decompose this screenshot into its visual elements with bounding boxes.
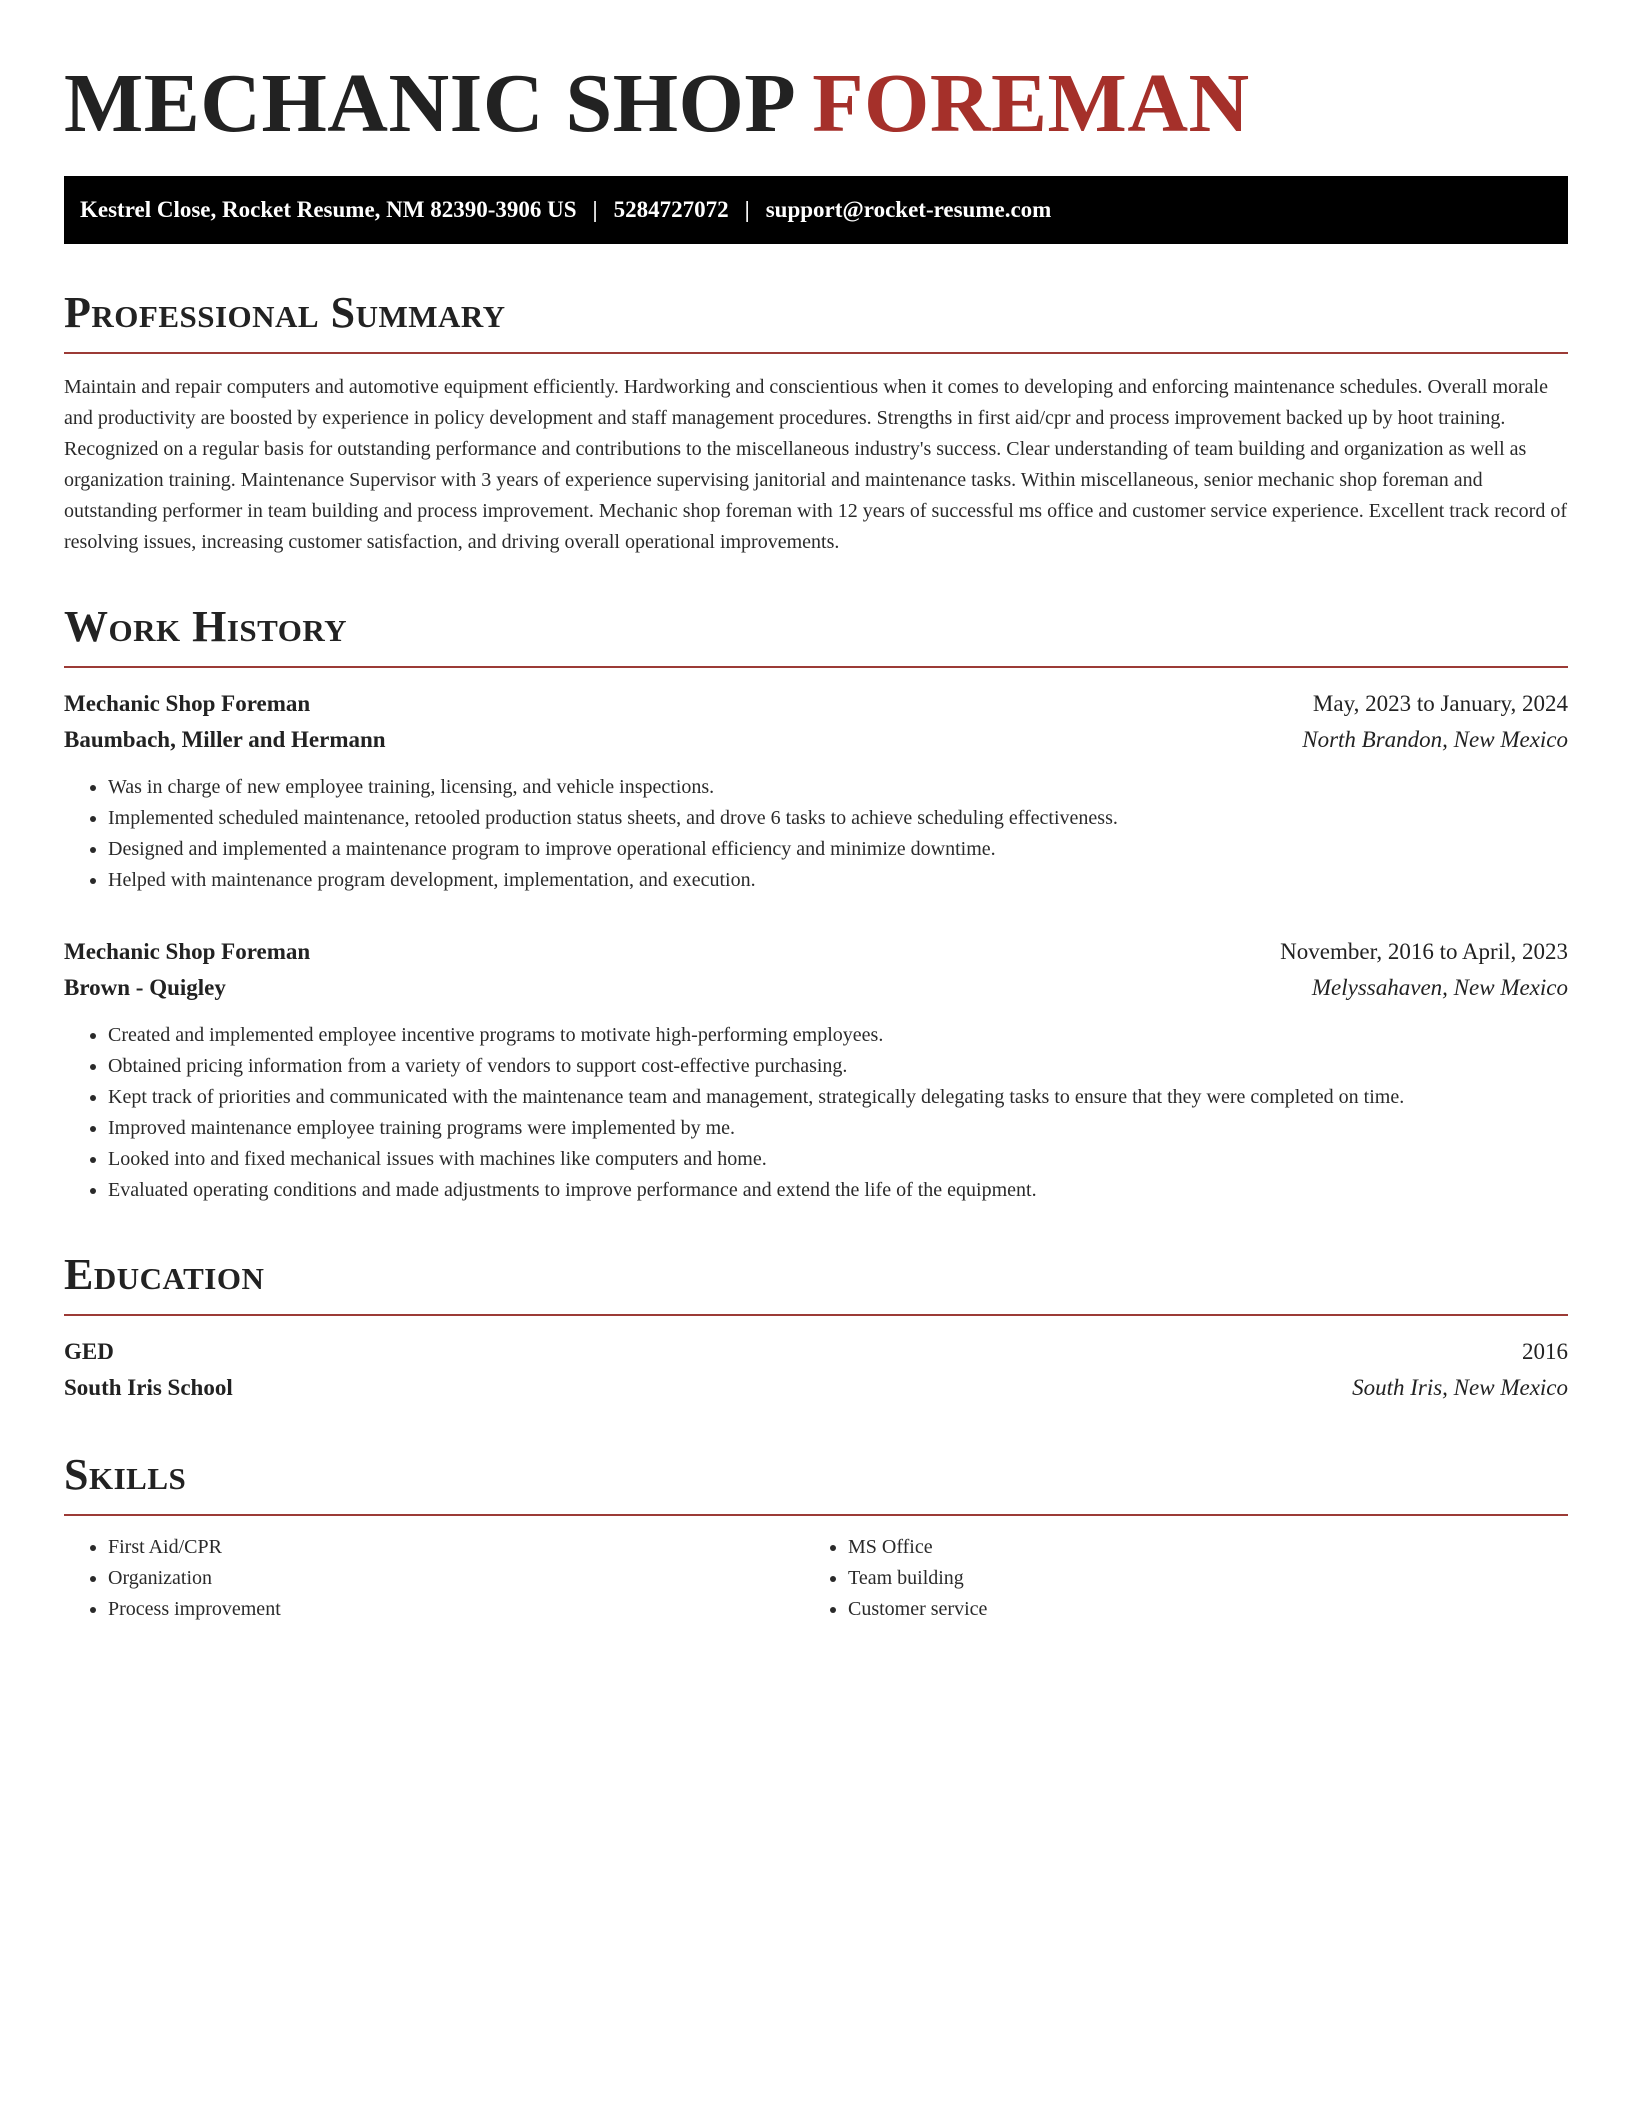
job-bullet: • Evaluated operating conditions and made adjustments to improve performance and extend the life of the equipment. [108,1175,1568,1206]
job-company: Brown - Quigley [64,975,226,1000]
job-location: North Brandon, New Mexico [1302,727,1568,752]
job-company-row [64,970,1568,1006]
job-entry [64,934,1568,1206]
skills-title: Skills [64,1450,187,1499]
skills-list-left [64,1532,804,1625]
contact-email: support@rocket-resume.com [765,197,1052,222]
summary-title: Professional Summary [64,288,506,337]
skill-item: • MS Office [848,1532,1544,1563]
job-bullet: • Helped with maintenance program development, implementation, and execution. [108,865,1568,896]
work-section [64,602,1568,1206]
job-bullet: • Implemented scheduled maintenance, retooled production status sheets, and drove 6 tasks to achieve scheduling effectiveness. [108,803,1568,834]
skill-item: • Process improvement [108,1594,804,1625]
education-degree: GED [64,1339,114,1364]
job-bullet: • Kept track of priorities and communicated with the maintenance team and management, strategically delegating tasks to ensure that they were completed on time. [108,1082,1568,1113]
contact-address: Kestrel Close, Rocket Resume, NM 82390-3906 US [80,197,577,222]
job-header-row [64,934,1568,970]
education-entry [64,1334,1568,1406]
job-location: Melyssahaven, New Mexico [1311,975,1568,1000]
resume-name [64,56,1568,152]
summary-section [64,288,1568,558]
job-bullet: • Obtained pricing information from a variety of vendors to support cost-effective purchasing. [108,1051,1568,1082]
job-role: Mechanic Shop Foreman [64,691,311,716]
education-year: 2016 [1522,1339,1568,1364]
job-entry [64,686,1568,896]
job-bullet: • Looked into and fixed mechanical issues with machines like computers and home. [108,1144,1568,1175]
job-company: Baumbach, Miller and Hermann [64,727,386,752]
contact-bar [64,176,1568,244]
section-divider [64,352,1568,354]
skills-section [64,1450,1568,1625]
contact-phone: 5284727072 [613,197,729,222]
contact-separator: | [744,197,750,222]
summary-text: Maintain and repair computers and automotive equipment efficiently. Hardworking and conscientious when it comes to developing and enforcing maintenance schedules. Overall morale and productivity are boosted by experience in policy development and staff management procedures. Strengths in first aid/cpr and process improvement backed up by hoot training. Recognized on a regular basis for outstanding performance and contributions to the miscellaneous industry's success. Clear understanding of team building and organization as well as organization training. Maintenance Supervisor with 3 years of experience supervising janitorial and maintenance tasks. Within miscellaneous, senior mechanic shop foreman and outstanding performer in team building and process improvement. Mechanic shop foreman with 12 years of successful ms office and customer service experience. Excellent track record of resolving issues, increasing customer satisfaction, and driving overall operational improvements. [64,376,1567,553]
work-title: Work History [64,602,348,651]
job-bullet: • Improved maintenance employee training programs were implemented by me. [108,1113,1568,1144]
section-divider [64,1314,1568,1316]
name-first: MECHANIC SHOP [64,57,797,150]
job-header-row [64,686,1568,722]
job-dates: May, 2023 to January, 2024 [1312,691,1568,716]
education-title: Education [64,1250,265,1299]
job-bullets [64,772,1568,896]
skill-item: • Customer service [848,1594,1544,1625]
name-last: FOREMAN [812,57,1250,150]
education-location: South Iris, New Mexico [1352,1375,1568,1400]
education-school-row [64,1370,1568,1406]
education-section [64,1250,1568,1406]
education-header-row [64,1334,1568,1370]
job-bullet: • Designed and implemented a maintenance program to improve operational efficiency and minimize downtime. [108,834,1568,865]
job-bullet: • Created and implemented employee incentive programs to motivate high-performing employees. [108,1020,1568,1051]
skill-item: • Team building [848,1563,1544,1594]
contact-separator: | [592,197,598,222]
section-divider [64,1514,1568,1516]
job-role: Mechanic Shop Foreman [64,939,311,964]
job-dates: November, 2016 to April, 2023 [1280,939,1568,964]
job-bullet: • Was in charge of new employee training, licensing, and vehicle inspections. [108,772,1568,803]
skills-columns [64,1532,1568,1625]
education-school: South Iris School [64,1375,233,1400]
skill-item: • Organization [108,1563,804,1594]
skill-item: • First Aid/CPR [108,1532,804,1563]
section-divider [64,666,1568,668]
job-bullets [64,1020,1568,1206]
job-company-row [64,722,1568,758]
skills-list-right [804,1532,1544,1625]
